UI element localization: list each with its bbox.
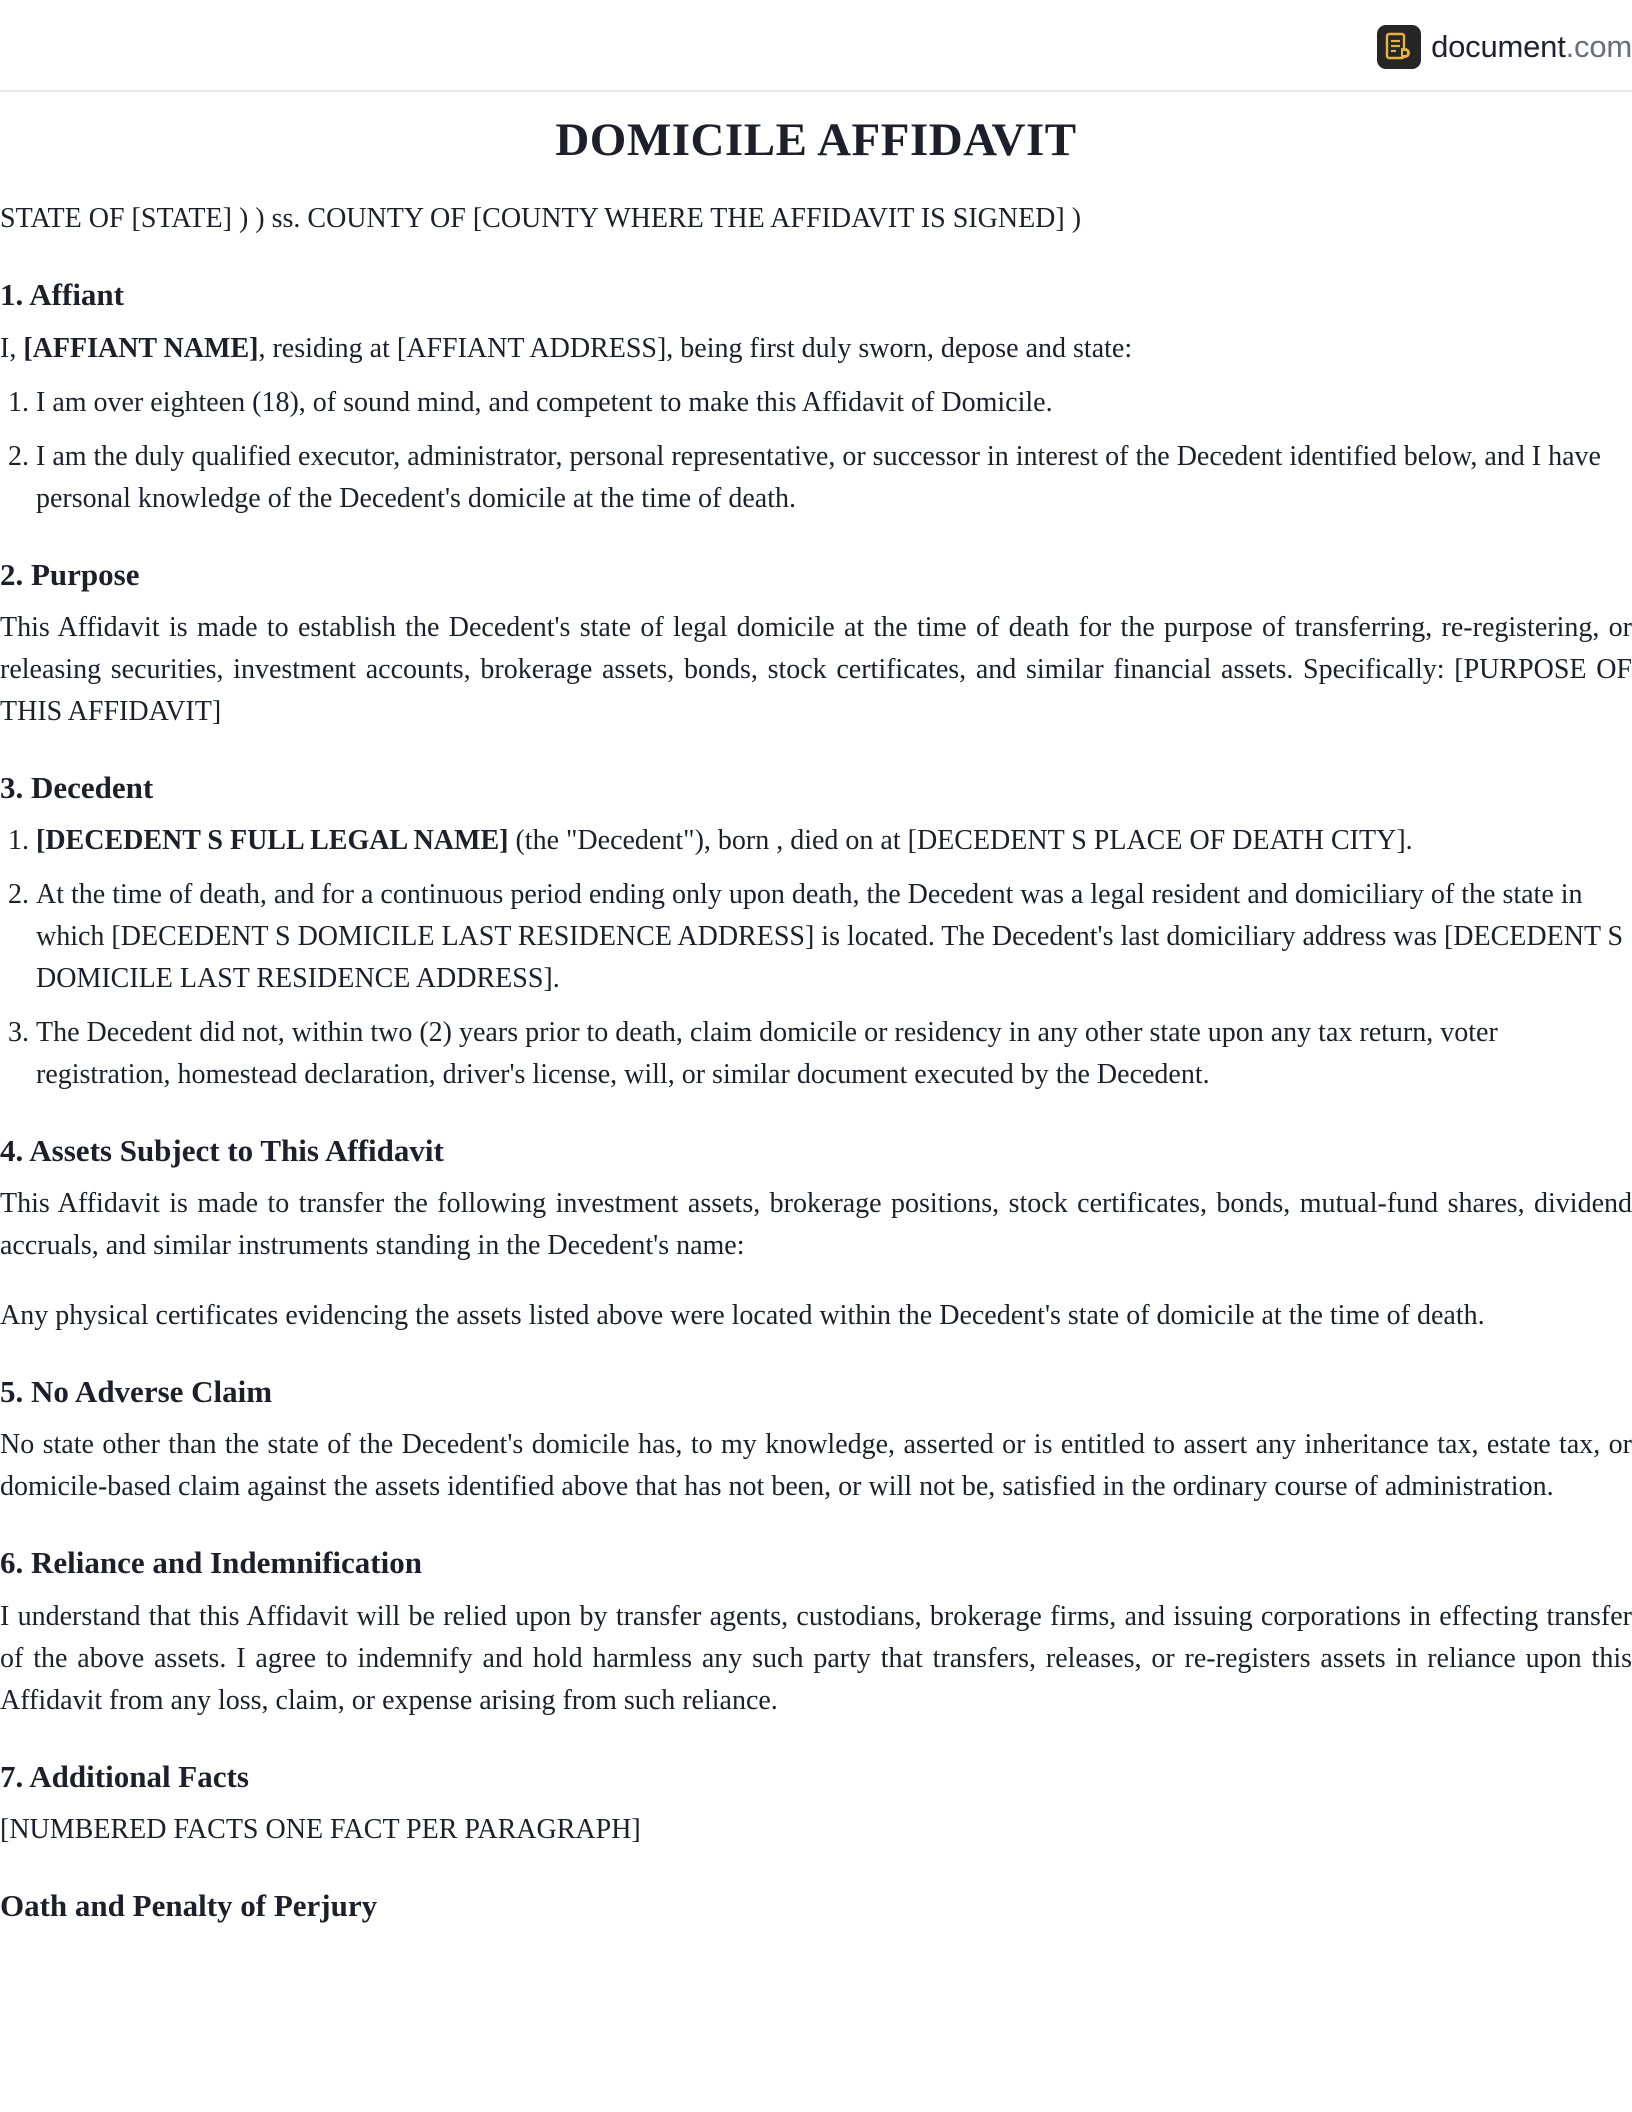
assets-body-1: This Affidavit is made to transfer the following investment assets, brokerage positions, stock certificates, bonds, mutual-fund shares, dividend accruals, and similar instruments standing in the Decedent's name: bbox=[0, 1188, 1632, 1262]
decedent-name: [DECEDENT S FULL LEGAL NAME] bbox=[36, 824, 509, 856]
section-decedent-heading: 3. Decedent bbox=[0, 769, 154, 805]
section-affiant-heading: 1. Affiant bbox=[0, 277, 124, 313]
section-assets-heading: 4. Assets Subject to This Affidavit bbox=[0, 1132, 444, 1168]
list-item: 1. [DECEDENT S FULL LEGAL NAME] (the "Decedent"), born , died on at [DECEDENT S PLACE OF DEATH CITY]. bbox=[36, 820, 1632, 862]
section-facts-heading: 7. Additional Facts bbox=[0, 1758, 249, 1794]
reliance-body: I understand that this Affidavit will be relied upon by transfer agents, custodians, brokerage firms, and issuing corporations in effecting transfer of the above assets. I agree to indemnify and hold harmless any such party that transfers, releases, or re-registers assets in reliance upon this Affidavit from any loss, claim, or expense arising from such reliance. bbox=[0, 1600, 1632, 1716]
list-item: 3. The Decedent did not, within two (2) years prior to death, claim domicile or residency in any other state upon any tax return, voter registration, homestead declaration, driver's license, will, or similar document executed by the Decedent. bbox=[36, 1012, 1632, 1096]
facts-body: [NUMBERED FACTS ONE FACT PER PARAGRAPH] bbox=[0, 1813, 641, 1845]
list-item: 2. I am the duly qualified executor, administrator, personal representative, or successor in interest of the Decedent identified below, and I have personal knowledge of the Decedent's domicile at the time of death. bbox=[36, 436, 1632, 520]
assets-body-2: Any physical certificates evidencing the assets listed above were located within the Decedent's state of domicile at the time of death. bbox=[0, 1300, 1485, 1332]
adverse-body: No state other than the state of the Decedent's domicile has, to my knowledge, asserted or is entitled to assert any inheritance tax, estate tax, or domicile-based claim against the assets identified above that has not been, or will not be, satisfied in the ordinary course of administration. bbox=[0, 1429, 1632, 1503]
section-adverse-heading: 5. No Adverse Claim bbox=[0, 1374, 273, 1410]
venue-line: STATE OF [STATE] ) ) ss. COUNTY OF [COUNTY WHERE THE AFFIDAVIT IS SIGNED] ) bbox=[0, 203, 1082, 235]
affiant-intro: I, [AFFIANT NAME], residing at [AFFIANT ADDRESS], being first duly sworn, depose and state: bbox=[0, 332, 1133, 364]
list-item: 2. At the time of death, and for a continuous period ending only upon death, the Decedent was a legal resident and domiciliary of the state in which [DECEDENT S DOMICILE LAST RESIDENCE ADDRESS] is located. The Decedent's last domiciliary address was [DECEDENT S DOMICILE LAST RESIDENCE ADDRESS]. bbox=[36, 874, 1632, 1000]
purpose-body: This Affidavit is made to establish the Decedent's state of legal domicile at the time of death for the purpose of transferring, re-registering, or releasing securities, investment accounts, brokerage assets, bonds, stock certificates, and similar financial assets. Specifically: [PURPOSE OF THIS AFFIDAVIT] bbox=[0, 611, 1632, 727]
affiant-list bbox=[0, 382, 1632, 520]
brand-name: document.com bbox=[1431, 29, 1632, 64]
document-title: DOMICILE AFFIDAVIT bbox=[555, 114, 1077, 166]
section-oath-heading: Oath and Penalty of Perjury bbox=[0, 1887, 378, 1923]
brand[interactable] bbox=[1377, 25, 1632, 69]
brand-tld: .com bbox=[1565, 29, 1632, 64]
affiant-name: [AFFIANT NAME] bbox=[23, 332, 259, 364]
decedent-list bbox=[0, 820, 1632, 1096]
section-reliance-heading: 6. Reliance and Indemnification bbox=[0, 1545, 422, 1581]
document-logo-icon bbox=[1377, 25, 1421, 69]
section-purpose-heading: 2. Purpose bbox=[0, 556, 140, 592]
list-item: 1. I am over eighteen (18), of sound mind, and competent to make this Affidavit of Domicile. bbox=[36, 382, 1632, 424]
document-body bbox=[0, 92, 1632, 1938]
page-header bbox=[0, 0, 1632, 92]
